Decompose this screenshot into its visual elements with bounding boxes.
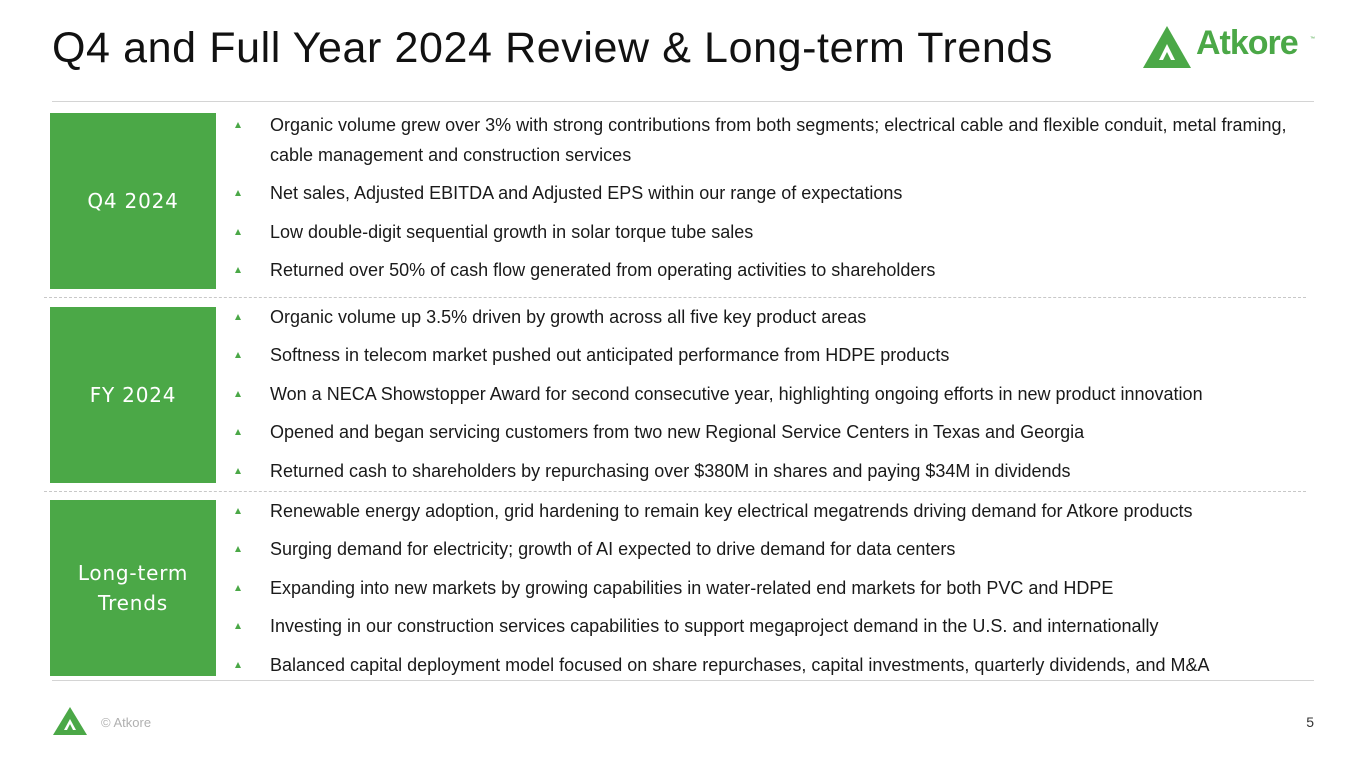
bullet-item	[232, 340, 1322, 370]
bullet-item	[232, 573, 1322, 603]
section-label-fy-2024: FY 2024	[89, 383, 177, 407]
bullet-list-long-term-trends	[232, 496, 1322, 680]
section-label-box-q4-2024	[50, 113, 216, 289]
trademark-mark: ™	[1310, 36, 1315, 42]
page-number: 5	[1306, 714, 1314, 730]
bullet-triangle-icon	[235, 508, 241, 514]
section-label-q4-2024: Q4 2024	[87, 189, 179, 213]
bullet-item	[232, 302, 1322, 332]
bullet-item	[232, 496, 1322, 526]
footer-divider	[52, 680, 1314, 681]
bullet-triangle-icon	[235, 122, 241, 128]
atkore-logo-mark-icon	[1142, 24, 1192, 70]
bullet-list-fy-2024	[232, 302, 1322, 486]
header-divider	[52, 101, 1314, 102]
section-label-long-term-trends	[78, 558, 188, 618]
bullet-text: Expanding into new markets by growing capabilities in water-related end markets for both PVC and HDPE	[270, 577, 1114, 598]
bullet-text: Returned over 50% of cash flow generated from operating activities to shareholders	[270, 260, 936, 281]
bullet-text: Won a NECA Showstopper Award for second consecutive year, highlighting ongoing efforts in new product innovation	[270, 383, 1203, 404]
bullet-triangle-icon	[235, 662, 241, 668]
bullet-text: Organic volume grew over 3% with strong contributions from both segments; electrical cable and flexible conduit, metal framing, cable management and construction services	[270, 115, 1287, 165]
bullet-triangle-icon	[235, 190, 241, 196]
bullet-text: Returned cash to shareholders by repurchasing over $380M in shares and paying $34M in dividends	[270, 460, 1071, 481]
bullet-triangle-icon	[235, 468, 241, 474]
section-label-box-long-term-trends	[50, 500, 216, 676]
section-divider	[44, 297, 1306, 298]
bullet-item	[232, 379, 1322, 409]
bullet-item	[232, 650, 1322, 680]
copyright-text: © Atkore	[101, 715, 152, 730]
bullet-list-q4-2024	[232, 110, 1327, 285]
bullet-item	[232, 255, 1327, 285]
bullet-triangle-icon	[235, 429, 241, 435]
bullet-text: Investing in our construction services capabilities to support megaproject demand in the U.S. and internationally	[270, 616, 1159, 637]
bullet-text: Surging demand for electricity; growth of AI expected to drive demand for data centers	[270, 539, 956, 560]
bullet-text: Opened and began servicing customers from two new Regional Service Centers in Texas and Georgia	[270, 422, 1085, 443]
bullet-triangle-icon	[235, 623, 241, 629]
bullet-item	[232, 217, 1327, 247]
bullet-triangle-icon	[235, 229, 241, 235]
bullet-item	[232, 611, 1322, 641]
bullet-text: Low double-digit sequential growth in solar torque tube sales	[270, 221, 754, 242]
bullet-text: Net sales, Adjusted EBITDA and Adjusted EPS within our range of expectations	[270, 183, 903, 204]
bullet-triangle-icon	[235, 585, 241, 591]
bullet-text: Organic volume up 3.5% driven by growth across all five key product areas	[270, 307, 867, 327]
section-label-line: Trends	[98, 591, 168, 615]
bullet-text: Balanced capital deployment model focused on share repurchases, capital investments, quarterly dividends, and M&A	[270, 654, 1210, 675]
bullet-triangle-icon	[235, 314, 241, 320]
bullet-triangle-icon	[235, 352, 241, 358]
footer-logo	[52, 706, 88, 736]
bullet-triangle-icon	[235, 546, 241, 552]
bullet-item	[232, 417, 1322, 447]
atkore-wordmark: Atkore	[1196, 24, 1298, 62]
bullet-text: Renewable energy adoption, grid hardening to remain key electrical megatrends driving demand for Atkore products	[270, 501, 1193, 521]
bullet-item	[232, 456, 1322, 486]
bullet-triangle-icon	[235, 391, 241, 397]
section-divider	[44, 491, 1306, 492]
atkore-mark-icon	[52, 706, 88, 736]
section-label-box-fy-2024	[50, 307, 216, 483]
bullet-item	[232, 178, 1327, 208]
bullet-item	[232, 534, 1322, 564]
bullet-item	[232, 110, 1327, 170]
section-label-line: Long-term	[77, 561, 189, 585]
slide-title: Q4 and Full Year 2024 Review & Long-term Trends	[52, 24, 1054, 72]
atkore-logo	[1142, 24, 1318, 70]
bullet-text: Softness in telecom market pushed out anticipated performance from HDPE products	[270, 345, 950, 366]
bullet-triangle-icon	[235, 267, 241, 273]
